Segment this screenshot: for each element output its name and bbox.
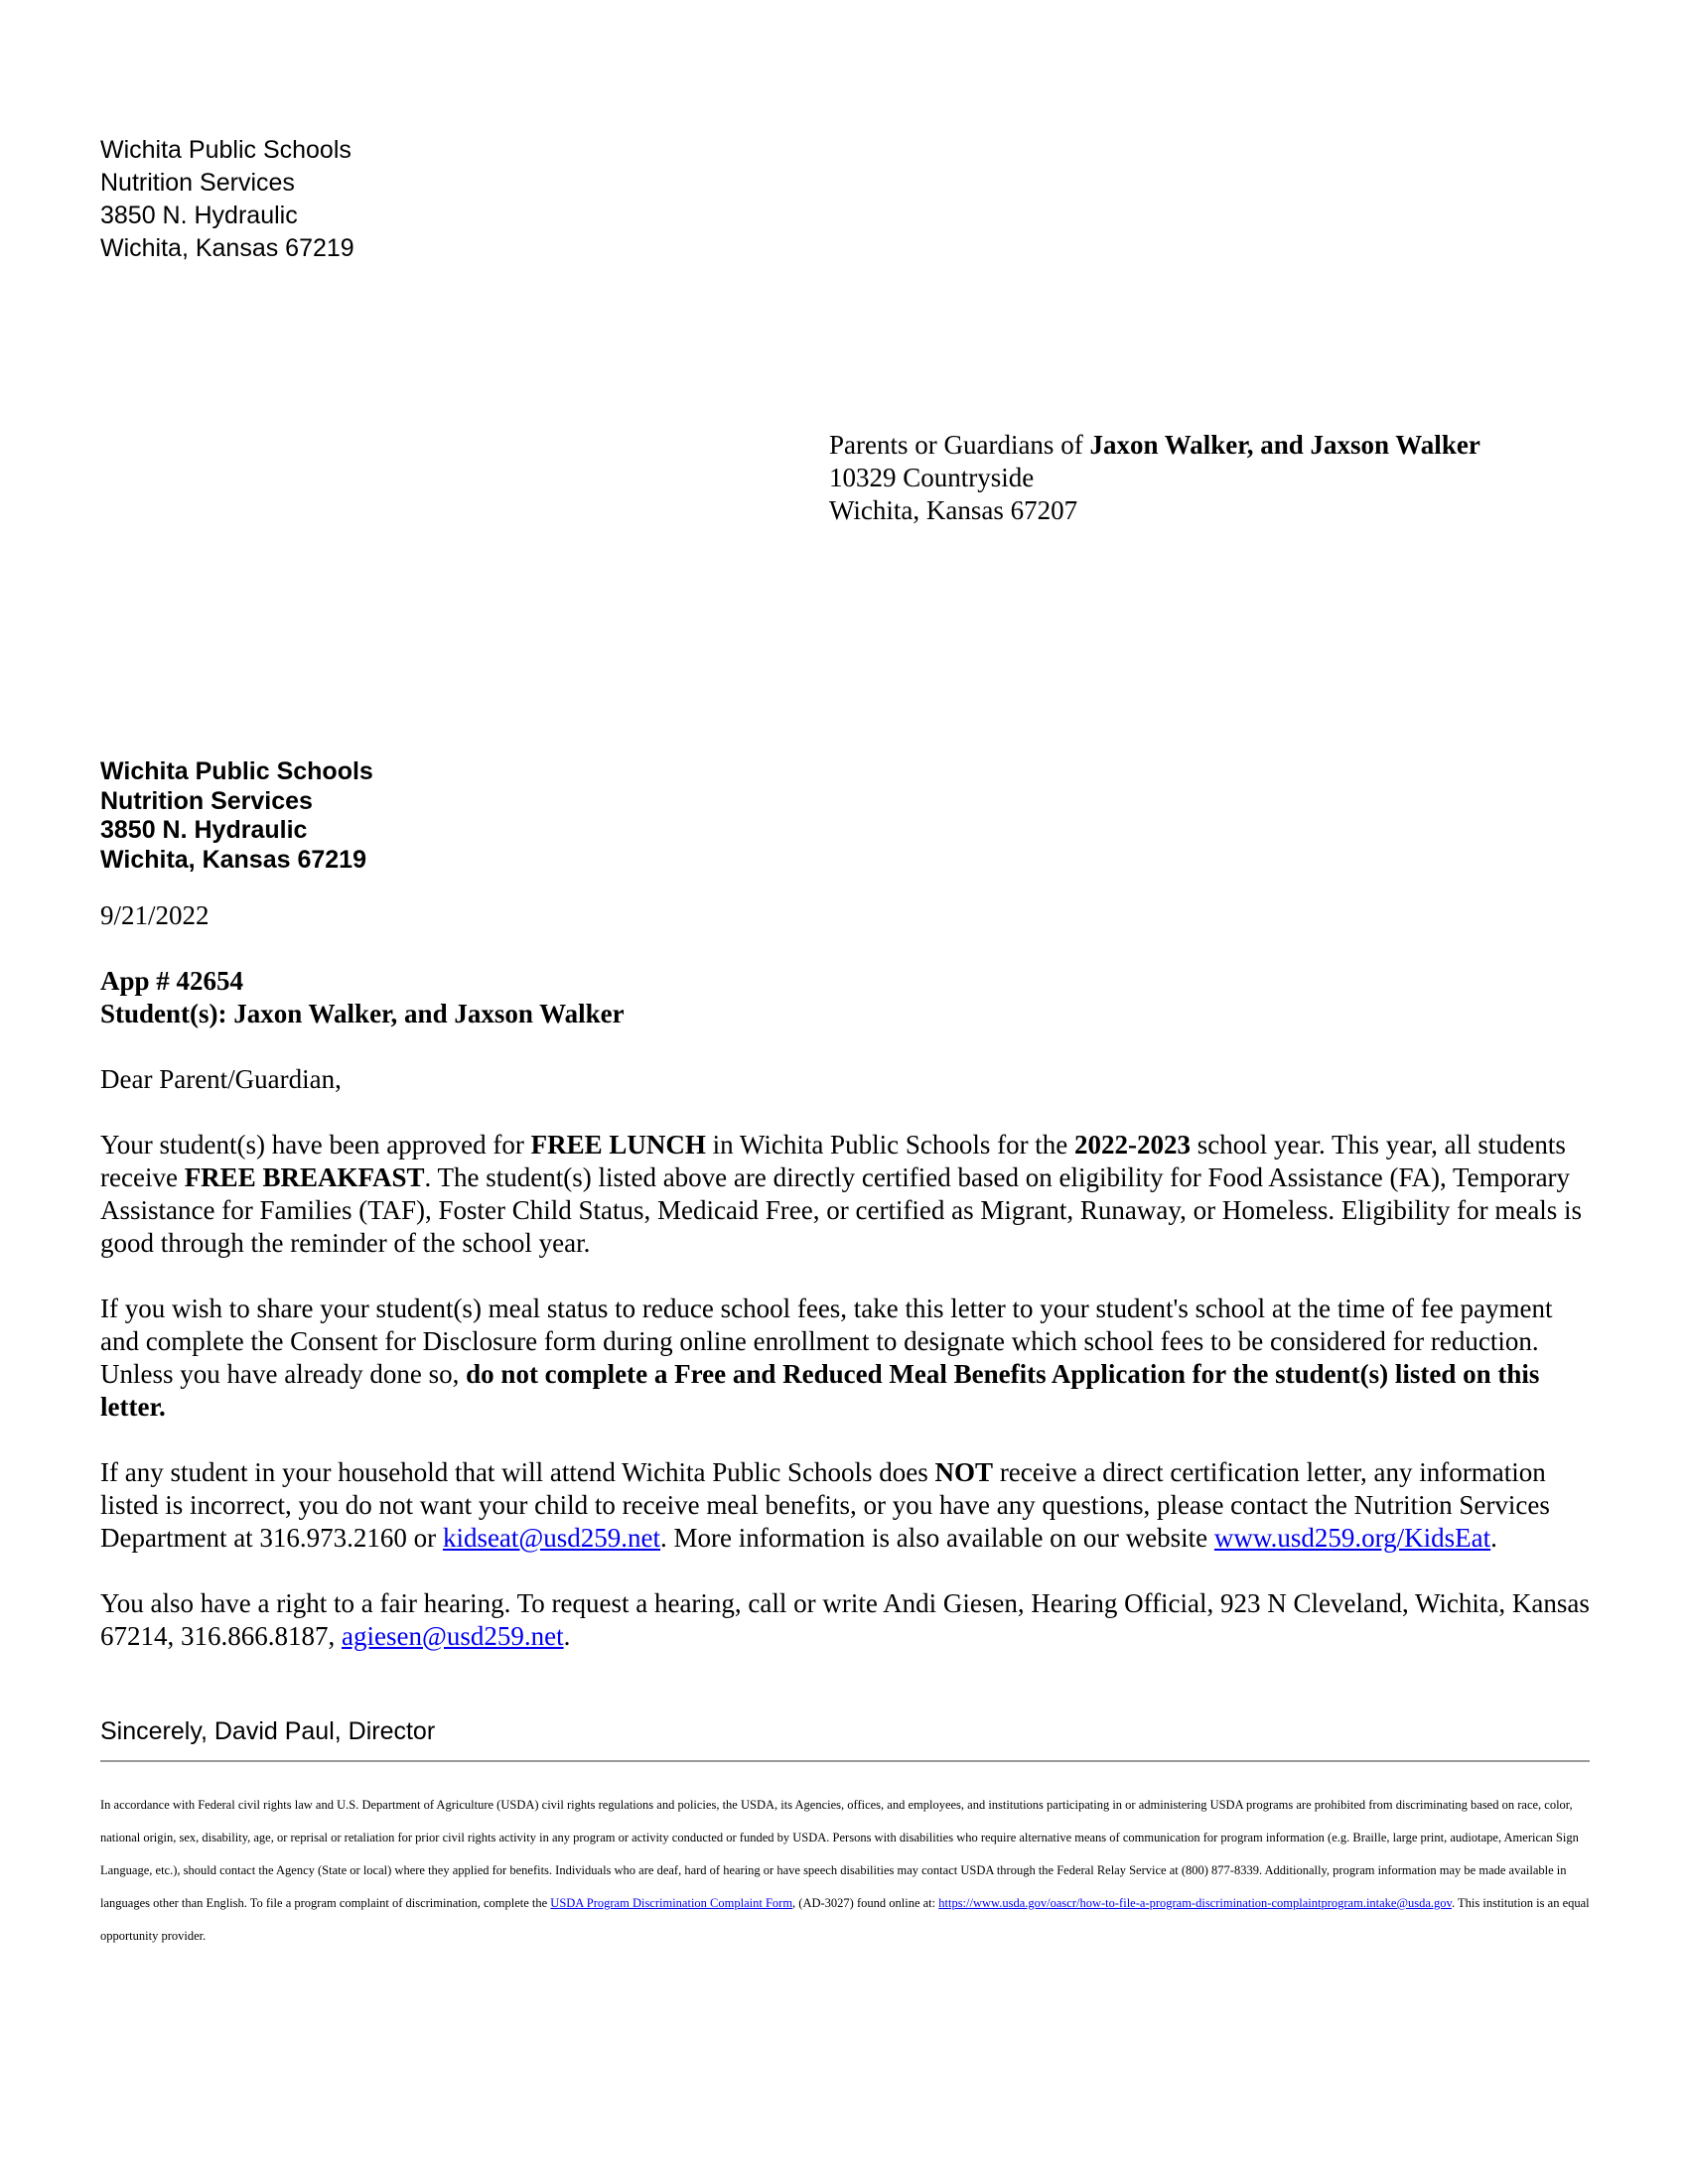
text-run: In accordance with Federal civil rights law and U.S. Department of Agriculture (USDA) civil rights regulations and policies, the USDA, its Agencies, offices, and employees, and institutions participating in or administering USDA programs are prohibited from discriminating based on race, color, national origin, sex, disability, age, or reprisal or retaliation for prior civil rights activity in any program or activity conducted or funded by USDA. Persons with disabilities who require alternative means of communication for program information (e.g. Braille, large print, audiotape, American Sign Language, etc.), should contact the Agency (State or local) where they applied for benefits. Individuals who are deaf, hard of hearing or have speech disabilities may contact USDA through the Federal Relay Service at (800) 877-8339. Additionally, program information may be made available in languages other than English. To file a program complaint of discrimination, complete the	[100, 1798, 1579, 1910]
text-run: receive a direct certification letter, any information listed is incorrect, you do not want your child to receive meal benefits, or you have any questions, please contact the Nutrition Services Department at 316.973.2160 or	[100, 1457, 1550, 1553]
kidseat-email-link[interactable]: kidseat@usd259.net	[442, 1523, 661, 1553]
text-run: in Wichita Public Schools for the	[705, 1130, 1075, 1160]
letter-body	[100, 899, 1590, 1686]
text-run: If any student in your household that will attend Wichita Public Schools does	[100, 1457, 935, 1487]
free-breakfast-emphasis: FREE BREAKFAST	[184, 1162, 425, 1192]
text-run: You also have a right to a fair hearing. To request a hearing, call or write Andi Giesen, Hearing Official, 923 N Cleveland, Wichita, Kansas 67214, 316.866.8187,	[100, 1588, 1590, 1651]
letterhead-line: Nutrition Services	[100, 786, 313, 815]
letter-date: 9/21/2022	[100, 900, 210, 930]
intake-email-link[interactable]: program.intake@usda.gov	[1321, 1896, 1452, 1910]
students-line: Student(s): Jaxon Walker, and Jaxson Walker	[100, 999, 625, 1028]
return-address-line: 3850 N. Hydraulic	[100, 202, 298, 229]
approval-paragraph	[100, 1129, 1590, 1260]
nondiscrimination-notice	[100, 1789, 1600, 1953]
return-address-line: Nutrition Services	[100, 169, 295, 197]
text-run: .	[1490, 1523, 1497, 1553]
complaint-url-link[interactable]: https://www.usda.gov/oascr/how-to-file-a-program-discrimination-complaint	[938, 1896, 1322, 1910]
school-year-emphasis: 2022-2023	[1074, 1130, 1192, 1160]
letterhead	[100, 757, 373, 875]
footer-divider	[100, 1760, 1590, 1762]
recipient-city: Wichita, Kansas 67207	[829, 495, 1078, 525]
not-emphasis: NOT	[934, 1457, 994, 1487]
salutation: Dear Parent/Guardian,	[100, 1064, 342, 1094]
text-run: . More information is also available on our website	[660, 1523, 1214, 1553]
text-run: . The student(s) listed above are directly certified based on eligibility for Food Assistance (FA), Temporary Assistance for Families (TAF), Foster Child Status, Medicaid Free, or certified as Migrant, Runaway, or Homeless. Eligibility for meals is good through the reminder of the school year.	[100, 1162, 1583, 1258]
application-number: App # 42654	[100, 966, 244, 996]
return-address-line: Wichita Public Schools	[100, 136, 352, 164]
text-run: , (AD-3027) found online at:	[792, 1896, 939, 1910]
recipient-prefix: Parents or Guardians of	[829, 430, 1090, 460]
text-run: If you wish to share your student(s) meal status to reduce school fees, take this letter to your student's school at the time of fee payment and complete the Consent for Disclosure form during online enrollment to designate which school fees to be considered for reduction. Unless you have already done so,	[100, 1294, 1553, 1389]
recipient-street: 10329 Countryside	[829, 463, 1035, 492]
recipient-name-line	[829, 429, 1480, 462]
letterhead-line: Wichita, Kansas 67219	[100, 845, 366, 874]
text-run: .	[563, 1621, 571, 1651]
free-lunch-emphasis: FREE LUNCH	[530, 1130, 706, 1160]
complaint-form-link[interactable]: USDA Program Discrimination Complaint Form	[550, 1896, 793, 1910]
letterhead-line: Wichita Public Schools	[100, 757, 373, 785]
do-not-complete-emphasis: do not complete a Free and Reduced Meal Benefits Application for the student(s) listed on this letter.	[100, 1359, 1540, 1422]
hearing-email-link[interactable]: agiesen@usd259.net	[342, 1621, 564, 1651]
letterhead-line: 3850 N. Hydraulic	[100, 816, 308, 844]
hearing-paragraph	[100, 1587, 1590, 1653]
text-run: school year. This year, all students receive	[100, 1130, 1566, 1192]
recipient-address	[829, 429, 1480, 527]
text-run: . This institution is an equal opportunity provider.	[100, 1896, 1590, 1943]
signature: Sincerely, David Paul, Director	[100, 1717, 436, 1745]
return-address	[100, 134, 354, 265]
text-run: Your student(s) have been approved for	[100, 1130, 531, 1160]
return-address-line: Wichita, Kansas 67219	[100, 234, 354, 262]
recipient-names: Jaxon Walker, and Jaxson Walker	[1089, 430, 1480, 460]
kidseat-website-link[interactable]: www.usd259.org/KidsEat	[1213, 1523, 1491, 1553]
fee-reduction-paragraph	[100, 1293, 1590, 1424]
contact-paragraph	[100, 1456, 1590, 1555]
